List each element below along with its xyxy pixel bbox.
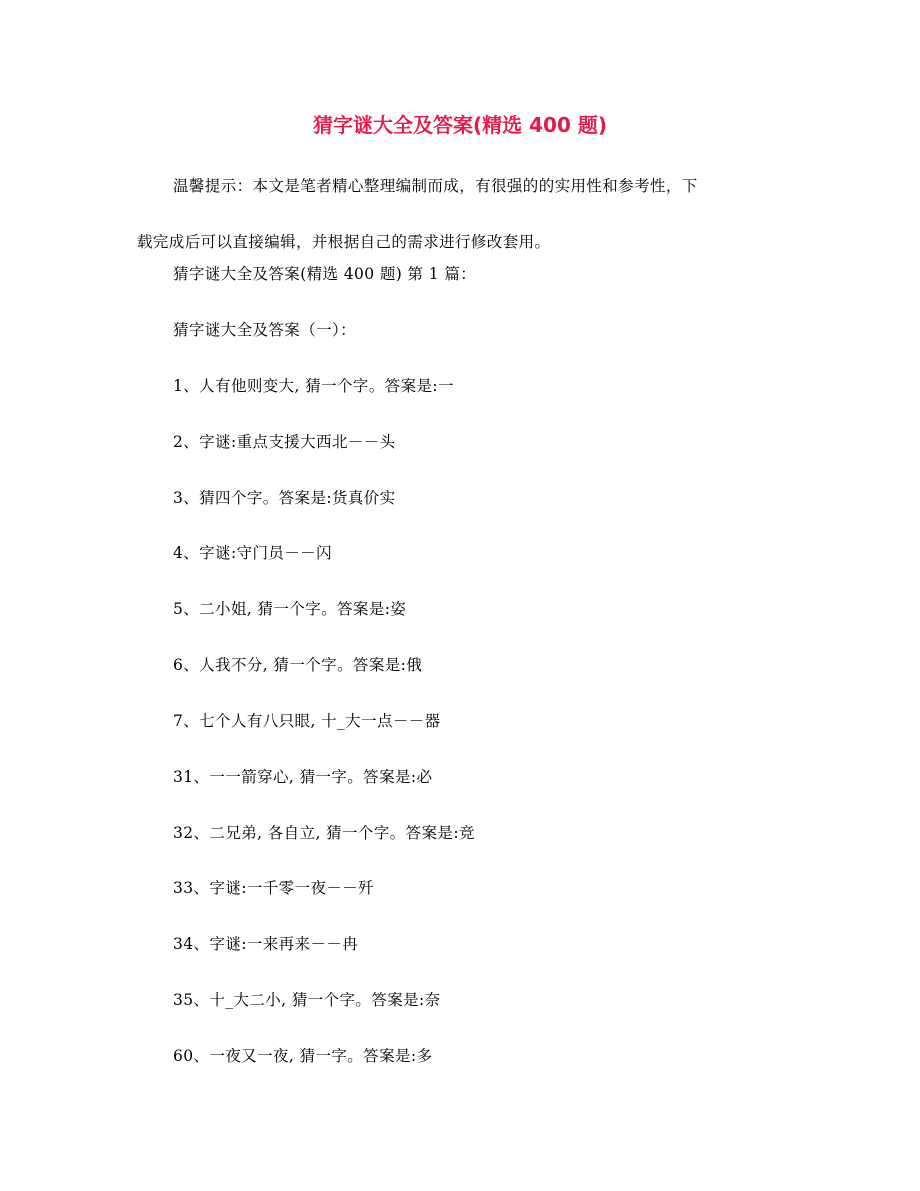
list-item: 1、人有他则变大, 猜一个字。答案是:一 [173,377,454,395]
list-item: 3、猜四个字。答案是:货真价实 [173,489,396,507]
list-item: 60、一夜又一夜, 猜一字。答案是:多 [173,1047,433,1065]
list-item: 2、字谜:重点支援大西北－－头 [173,433,396,451]
subheading: 猜字谜大全及答案（一）： [173,321,357,339]
intro-line-2: 载完成后可以直接编辑，并根据自己的需求进行修改套用。 [137,233,551,251]
list-item: 7、七个人有八只眼, 十_大一点－－器 [173,712,441,730]
list-item: 32、二兄弟, 各自立, 猜一个字。答案是:竞 [173,824,475,842]
list-item: 5、二小姐, 猜一个字。答案是:姿 [173,600,407,618]
document-title: 猜字谜大全及答案(精选 400 题) [313,113,607,137]
section-heading: 猜字谜大全及答案(精选 400 题) 第 1 篇： [173,265,477,283]
list-item: 34、字谜:一来再来－－冉 [173,935,359,953]
list-item: 35、十_大二小, 猜一个字。答案是:奈 [173,991,441,1009]
list-item: 31、一一箭穿心, 猜一字。答案是:必 [173,768,433,786]
intro-line-1: 温馨提示：本文是笔者精心整理编制而成，有很强的的实用性和参考性，下 [173,177,698,195]
list-item: 33、字谜:一千零一夜－－歼 [173,879,375,897]
list-item: 6、人我不分, 猜一个字。答案是:俄 [173,656,423,674]
list-item: 4、字谜:守门员－－闪 [173,544,332,562]
intro-paragraph [137,158,773,270]
